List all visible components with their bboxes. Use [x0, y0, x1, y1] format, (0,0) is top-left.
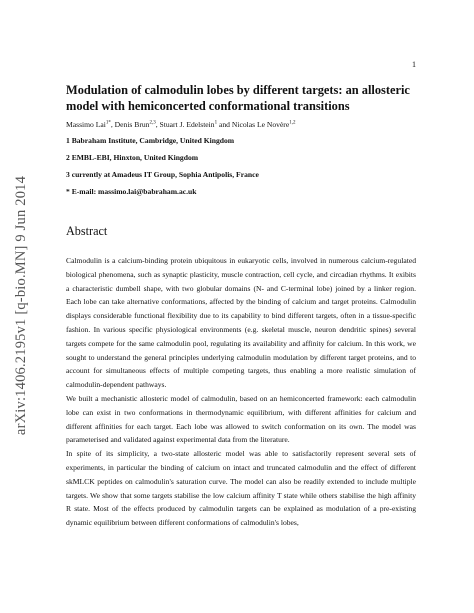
corresponding-email: * E-mail: massimo.lai@babraham.ac.uk: [66, 187, 197, 196]
author-affiliation-mark: 1,2: [289, 120, 296, 126]
author-affiliation-mark: 1*: [105, 120, 111, 126]
paper-title: Modulation of calmodulin lobes by different targets: an allosteric model with hemiconcerted conformational transitions: [66, 83, 410, 113]
abstract-body: [66, 254, 416, 530]
abstract-heading: Abstract: [66, 224, 108, 238]
author-name: Stuart J. Edelstein: [159, 120, 215, 129]
author-affiliation-mark: 1: [214, 120, 218, 126]
abstract-paragraph: We built a mechanistic allosteric model of calmodulin, based on an hemiconcerted framework: each calmodulin lobe can exist in two conformations in thermodynamic equilibrium, with different affinities for calcium and different affinities for each target. Each lobe was allowed to switch conformation on its own. The model was parameterised and validated against experimental data from the literature.: [66, 393, 416, 445]
affiliation-1: 1 Babraham Institute, Cambridge, United Kingdom: [66, 136, 235, 145]
author-affiliation-mark: 2,3: [149, 120, 156, 126]
abstract-paragraph: Calmodulin is a calcium-binding protein ubiquitous in eukaryotic cells, involved in numerous calcium-regulated biological phenomena, such as synaptic plasticity, muscle contraction, cell cycle, and circadian rhythms. It exibits a characteristic dumbell shape, with two globular domains (N- and C-terminal lobe) joined by a linker region. Each lobe can take alternative conformations, affected by the binding of calcium and target proteins. Calmodulin displays considerable functional flexibility due to its capability to bind different targets, often in a tissue-specific fashion. In various specific physiological environments (e.g. skeletal muscle, neuron dendritic spines) several targets compete for the same calmodulin pool, regulating its availability and affinity for calcium. In this work, we sought to understand the general principles underlying calmodulin modulation by different target proteins, and to account for simultaneous effects of multiple competing targets, thus enabling a more realistic simulation of calmodulin-dependent pathways.: [66, 256, 416, 390]
author-list: Massimo Lai$^{1*}$, Denis Brun$^{2,3}$, Stuart J. Edelstein$^1$ and Nicolas Le Novère$^{1,2}$: [66, 120, 296, 129]
author-name: Nicolas Le Novère: [231, 120, 290, 129]
arxiv-stamp: [8, 150, 36, 460]
paper-content: [66, 82, 416, 530]
affiliation-2: 2 EMBL-EBI, Hinxton, United Kingdom: [66, 153, 199, 162]
affiliation-3: 3 currently at Amadeus IT Group, Sophia Antipolis, France: [66, 170, 259, 179]
page-number: 1: [412, 60, 416, 69]
abstract-paragraph: In spite of its simplicity, a two-state allosteric model was able to satisfactorily represent several sets of experiments, in particular the binding of calcium on intact and truncated calmodulin and the effect of different skMLCK peptides on calmodulin's saturation curve. The model can also be readily extended to include multiple targets. We show that some targets stabilise the low calcium affinity T state while others stabilise the high affinity R state. Most of the effects produced by calmodulin targets can be explained as modulation of a pre-existing dynamic equilibrium between different conformations of calmodulin's lobes,: [66, 449, 416, 528]
author-name: Denis Brun: [114, 120, 150, 129]
arxiv-stamp-text: arXiv:1406.2195v1 [q-bio.MN] 9 Jun 2014: [13, 175, 30, 435]
author-name: Massimo Lai: [66, 120, 106, 129]
